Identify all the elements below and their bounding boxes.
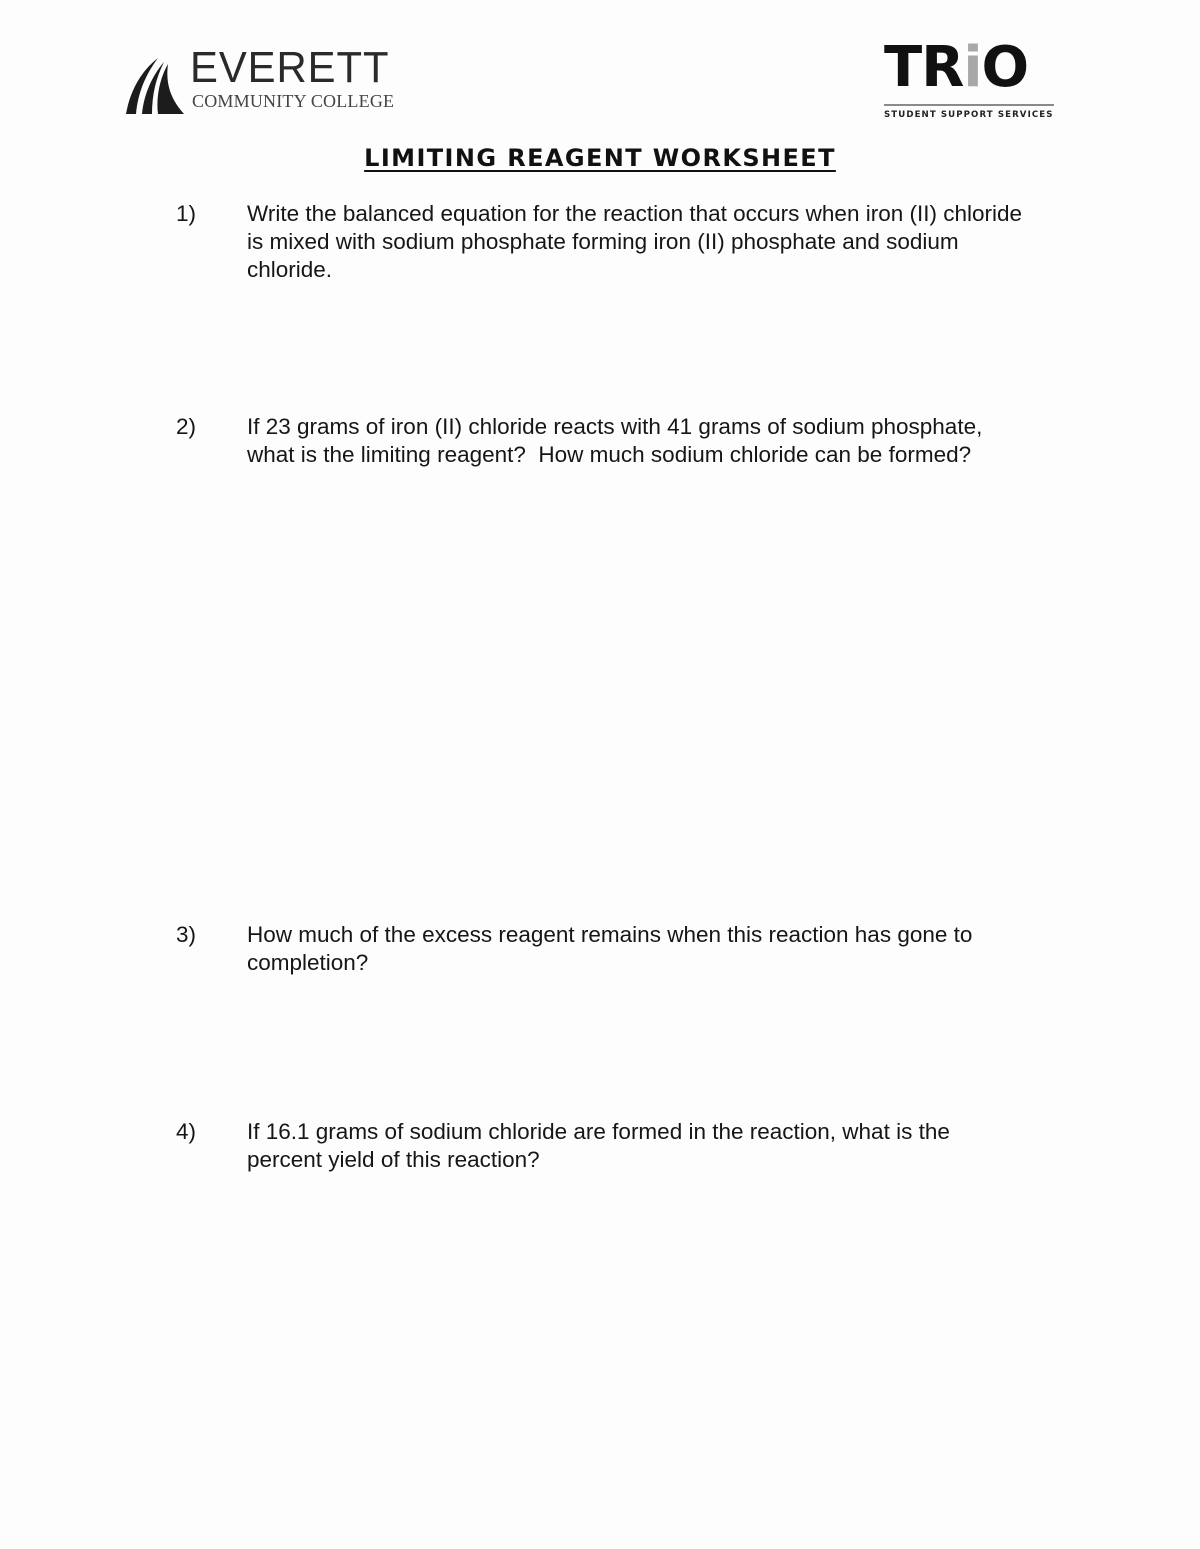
question-number: 2): [176, 414, 197, 439]
question-number: 1): [176, 201, 197, 226]
question-number: 4): [176, 1119, 197, 1144]
trio-logo-rule: [884, 104, 1054, 106]
question-number: 3): [176, 922, 197, 947]
everett-community-college-logo: [124, 43, 404, 116]
trio-logo-suffix: O: [981, 35, 1029, 100]
question-text: Write the balanced equation for the reaction that occurs when iron (II) chloride is mixed with sodium phosphate forming iron (II) phosphate and sodium chloride.: [247, 201, 1023, 282]
everett-logo-name: EVERETT: [190, 43, 390, 92]
trio-logo-subtitle: STUDENT SUPPORT SERVICES: [884, 110, 1054, 120]
question-text: If 16.1 grams of sodium chloride are formed in the reaction, what is the percent yield of this reaction?: [247, 1119, 950, 1172]
question-text: If 23 grams of iron (II) chloride reacts with 41 grams of sodium phosphate, what is the limiting reagent? How much sodium chloride can be formed?: [247, 414, 989, 467]
page-title-text: LIMITING REAGENT WORKSHEET: [364, 144, 836, 172]
trio-logo-word: [884, 35, 1029, 100]
trio-logo-i: i: [963, 35, 982, 100]
everett-logo-subtitle: COMMUNITY COLLEGE: [192, 91, 395, 111]
everett-arches-icon: [124, 56, 186, 114]
page-title: [0, 144, 1200, 172]
trio-logo-prefix: TR: [884, 35, 964, 100]
question-text: How much of the excess reagent remains when this reaction has gone to completion?: [247, 922, 973, 975]
trio-logo: [884, 35, 1056, 122]
